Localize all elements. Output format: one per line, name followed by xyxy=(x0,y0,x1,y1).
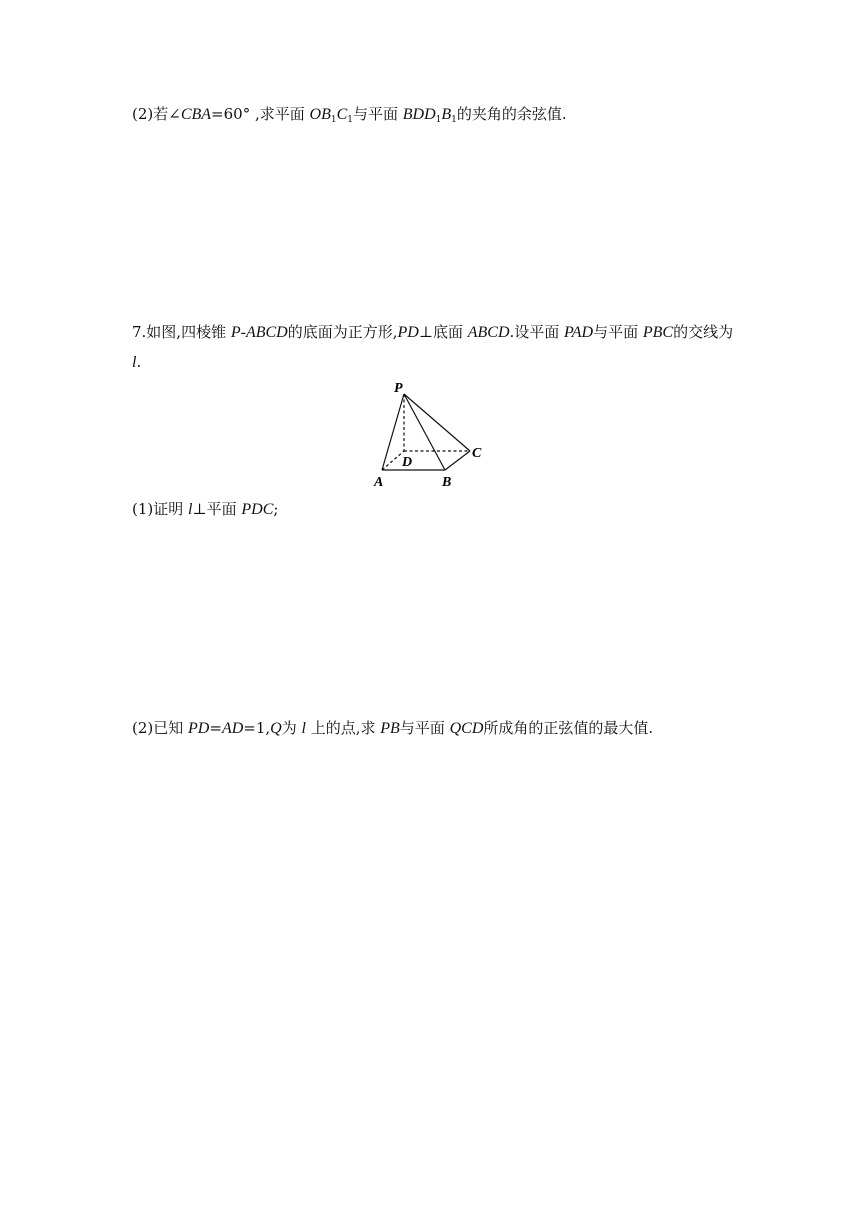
q7-stem-line2: l. xyxy=(132,353,142,371)
edge-BC xyxy=(445,451,470,470)
vertex-label-D: D xyxy=(402,455,413,470)
q7-stem-line1: 7.如图,四棱锥 P-ABCD的底面为正方形,PD⊥底面 ABCD.设平面 PAD与平面 PBC的交线为 xyxy=(132,323,734,341)
vertex-label-P: P xyxy=(394,381,403,396)
q7-part1-text: (1)证明 l⊥平面 PDC; xyxy=(132,500,279,518)
vertex-label-A: A xyxy=(374,475,384,490)
pyramid-figure xyxy=(360,378,500,490)
edge-PA xyxy=(382,394,404,470)
edge-PC xyxy=(404,394,470,451)
q6-part2-text: (2)若∠CBA=60° ,求平面 $OB_1C_1$与平面 $BDD_1B_1$的夹角的余弦值. xyxy=(132,105,567,125)
vertex-label-C: C xyxy=(472,446,482,461)
vertex-label-B: B xyxy=(442,475,452,490)
q7-part2-text: (2)已知 PD=AD=1,Q为 l 上的点,求 PB与平面 QCD所成角的正弦值的最大值. xyxy=(132,719,654,737)
